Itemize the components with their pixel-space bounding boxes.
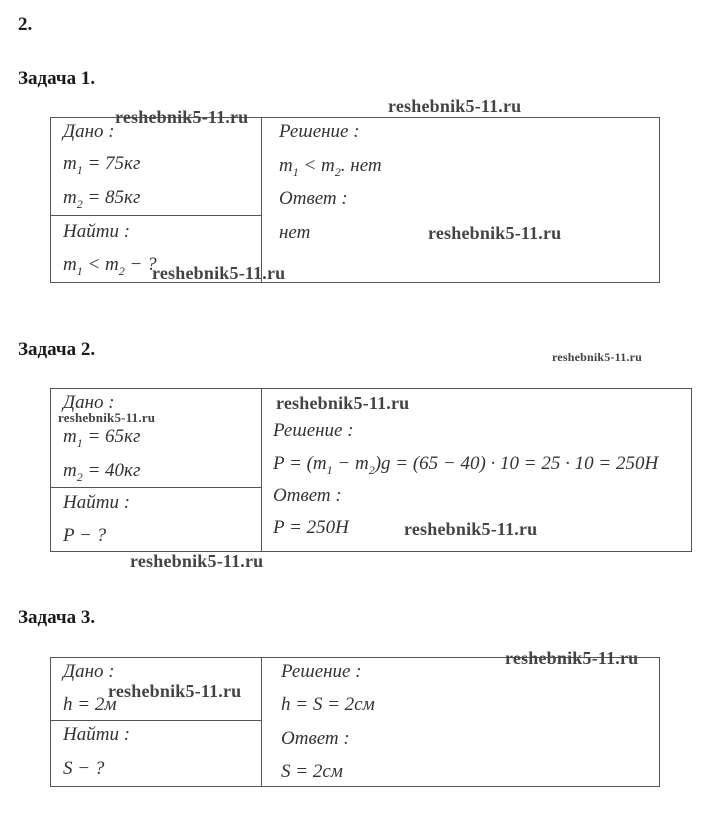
task-3-title: Задача 3.: [18, 607, 96, 628]
task-1-answer: нет: [279, 222, 311, 243]
watermark: reshebnik5-11.ru: [505, 648, 639, 668]
task-3-solution: h = S = 2см: [281, 694, 375, 715]
task-2-answer: P = 250H: [273, 517, 349, 538]
watermark: reshebnik5-11.ru: [552, 350, 642, 364]
task-1-table: [50, 117, 660, 283]
task-1-find-label: Найти :: [63, 221, 131, 242]
task-1-solution-label: Решение :: [279, 121, 360, 142]
task-2-find-expression: P − ?: [63, 525, 107, 546]
task-1-given-label: Дано :: [63, 121, 115, 142]
task-1-given-m2: $m_2 = 85кг$: [63, 187, 141, 211]
task-3-table: [50, 657, 660, 787]
task-3-answer: S = 2см: [281, 761, 343, 782]
task-2-given-m1: $m_1 = 65кг$: [63, 426, 141, 450]
watermark: reshebnik5-11.ru: [152, 263, 286, 283]
task-1-find-expression: $m_1 < m_2$ − ?: [63, 254, 157, 278]
task-3-find-label: Найти :: [63, 724, 131, 745]
task-2-answer-label: Ответ :: [273, 485, 342, 506]
watermark: reshebnik5-11.ru: [58, 410, 156, 425]
task-3-answer-label: Ответ :: [281, 728, 350, 749]
watermark: reshebnik5-11.ru: [108, 681, 242, 701]
watermark: reshebnik5-11.ru: [388, 96, 522, 116]
section-number: 2.: [18, 14, 33, 35]
watermark: reshebnik5-11.ru: [115, 107, 249, 127]
task-1-answer-label: Ответ :: [279, 188, 348, 209]
watermark: reshebnik5-11.ru: [428, 223, 562, 243]
task-2-find-label: Найти :: [63, 492, 131, 513]
task-1-given-m1: $m_1 = 75кг$: [63, 153, 141, 177]
task-1-solution: $m_1 < m_2$. нет: [279, 155, 382, 179]
watermark: reshebnik5-11.ru: [404, 519, 538, 539]
task-2-title: Задача 2.: [18, 339, 96, 360]
watermark: reshebnik5-11.ru: [130, 551, 264, 571]
task-2-solution: $P = (m_1 - m_2)g = (65 - 40) \cdot 10 = 25 \cdot 10 = 250H$: [273, 453, 659, 477]
task-3-find-expression: S − ?: [63, 758, 105, 779]
task-3-given-h: h = 2м: [63, 694, 117, 715]
task-2-given-label: Дано :: [63, 392, 115, 413]
task-3-solution-label: Решение :: [281, 661, 362, 682]
task-3-given-label: Дано :: [63, 661, 115, 682]
watermark: reshebnik5-11.ru: [276, 393, 410, 413]
task-2-solution-label: Решение :: [273, 420, 354, 441]
task-1-title: Задача 1.: [18, 68, 96, 89]
task-2-given-m2: $m_2 = 40кг$: [63, 460, 141, 484]
